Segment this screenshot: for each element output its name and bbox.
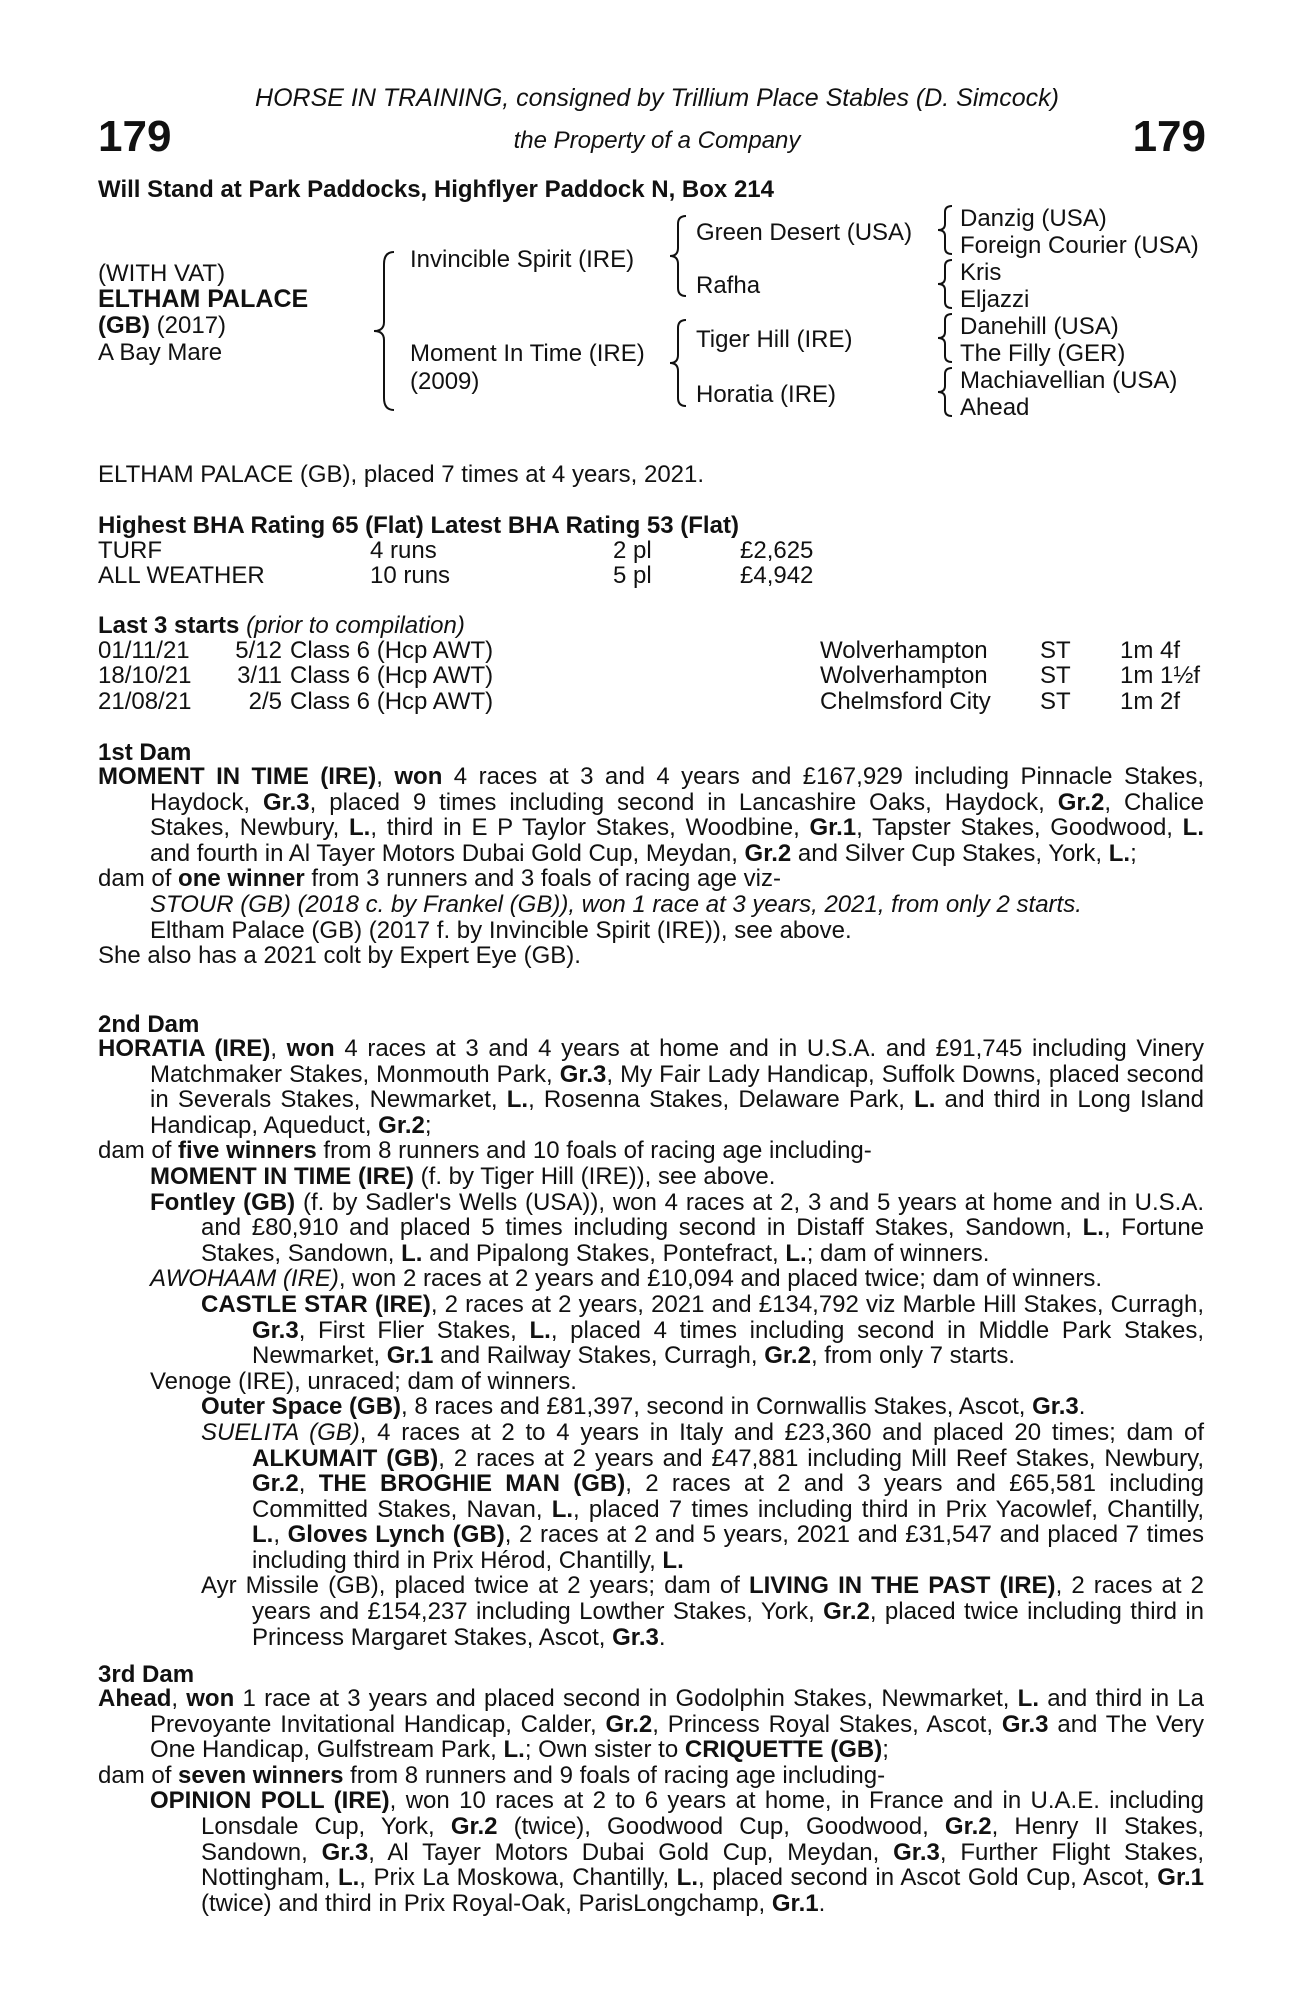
dam1-heading: 1st Dam: [98, 739, 192, 766]
text: , placed twice including third in Princess Margaret Stakes, Ascot,: [252, 1598, 1204, 1651]
ratings-heading: Highest BHA Rating 65 (Flat) Latest BHA Rating 53 (Flat): [98, 512, 739, 539]
text: , placed 7 times including third in Prix Yacowlef, Chantilly,: [573, 1495, 1204, 1523]
starts-heading: [98, 612, 465, 640]
offspring-moment-in-time: [98, 1164, 1204, 1190]
rating-surface: ALL WEATHER: [98, 562, 265, 589]
horse-name: MOMENT IN TIME (IRE): [150, 1162, 414, 1190]
start-position: 5/12: [235, 637, 282, 664]
dam1-text: , Chalice Stakes, Newbury,: [150, 788, 1204, 842]
ss-brace: [934, 204, 956, 256]
grade: Gr.2: [823, 1598, 870, 1626]
text: , Rosenna Stakes, Delaware Park,: [528, 1086, 915, 1114]
sire-sire: Green Desert (USA): [696, 219, 913, 246]
start-class: Class 6 (Hcp AWT): [290, 688, 494, 715]
dam1-block: [98, 764, 1204, 969]
listed: L.: [401, 1239, 423, 1267]
winners-count: seven winners: [178, 1761, 344, 1789]
grade: Gr.1: [809, 814, 857, 842]
offspring-opinion-poll: [98, 1788, 1204, 1916]
text: and The Very One Handicap, Gulfstream Park,: [150, 1710, 1204, 1764]
rating-prize: £2,625: [740, 537, 814, 564]
start-distance: 1m 4f: [1120, 637, 1181, 664]
dam3-name: Ahead: [98, 1685, 172, 1712]
horse-description: A Bay Mare: [98, 339, 223, 366]
listed: L.: [662, 1546, 684, 1574]
start-going: ST: [1040, 637, 1071, 664]
horse-origin: (GB): [98, 312, 150, 339]
start-going: ST: [1040, 688, 1071, 715]
text: , 2 races at 2 years and £154,237 including Lowther Stakes, York,: [252, 1572, 1204, 1626]
stand-location: Will Stand at Park Paddocks, Highflyer Paddock N, Box 214: [98, 176, 774, 203]
dd-brace: [934, 366, 956, 418]
dam2-won: won: [286, 1035, 335, 1062]
grade: Gr.2: [1057, 788, 1105, 816]
horse-name: ELTHAM PALACE: [98, 285, 309, 313]
listed: L.: [676, 1864, 698, 1892]
horse-name: AWOHAAM (IRE): [150, 1265, 339, 1293]
sire-dam: Rafha: [696, 272, 761, 299]
dam-sire: Tiger Hill (IRE): [696, 326, 853, 353]
offspring-outer-space: [98, 1394, 1204, 1420]
text: , placed second in Ascot Gold Cup, Ascot,: [698, 1864, 1158, 1892]
text: , Prix La Moskowa, Chantilly,: [359, 1864, 677, 1892]
text: (twice), Goodwood Cup, Goodwood,: [497, 1812, 945, 1840]
dam1-text: , placed 9 times including second in Lancashire Oaks, Haydock,: [309, 788, 1058, 816]
grade: Gr.3: [262, 788, 310, 816]
listed: L.: [551, 1495, 574, 1523]
grade: Gr.1: [771, 1889, 819, 1917]
rating-placed: 5 pl: [613, 562, 652, 589]
sire-line-brace: [666, 214, 690, 298]
text: and Railway Stakes, Curragh,: [433, 1342, 765, 1370]
dam1-record: MOMENT IN TIME (IRE), won 4 races at 3 and 4 years and £167,929 including Pinnacle Stakes, Haydock, Gr.3, placed 9 times including second in Lancashire Oaks, Haydock, Gr.2, Chalice Stakes, Newbury, L., third in E P Taylor Stakes, Woodbine, Gr.1, Tapster Stakes, Goodwood, L. and fourth in Al Tayer Motors Dubai Gold Cup, Meydan, Gr.2 and Silver Cup Stakes, York, L.;: [98, 763, 1204, 867]
dsd-name: The Filly (GER): [960, 340, 1126, 367]
listed: L.: [337, 1864, 360, 1892]
start-position: 3/11: [237, 662, 282, 689]
starts-title: Last 3 starts: [98, 612, 240, 639]
listed: L.: [529, 1316, 551, 1344]
grade: Gr.3: [559, 1060, 607, 1088]
horse-name: OPINION POLL (IRE): [150, 1787, 390, 1815]
text: , Henry II Stakes, Sandown,: [201, 1812, 1204, 1866]
horse-name: THE BROGHIE MAN (GB): [318, 1470, 626, 1498]
text: , My Fair Lady Handicap, Suffolk Downs, placed second in Severals Stakes, Newmarket,: [150, 1060, 1205, 1114]
grade: Gr.2: [252, 1470, 299, 1498]
dam1-text: 4 races at 3 and 4 years and £167,929 including Pinnacle Stakes, Haydock,: [150, 763, 1204, 816]
text: , Al Tayer Motors Dubai Gold Cup, Meydan,: [368, 1838, 894, 1866]
text: ;: [882, 1736, 889, 1764]
dam1-won: won: [394, 763, 443, 790]
dam1-text: and fourth in Al Tayer Motors Dubai Gold Cup, Meydan,: [150, 839, 745, 867]
start-course: Chelmsford City: [820, 688, 991, 715]
text: Ayr Missile (GB), placed twice at 2 years; dam of: [201, 1572, 749, 1600]
dam1-name: MOMENT IN TIME (IRE): [98, 763, 377, 790]
offspring-fontley: [98, 1190, 1204, 1267]
grade: Gr.3: [893, 1838, 940, 1866]
dam1-produce: [98, 866, 1204, 892]
winners-count: five winners: [178, 1137, 317, 1165]
start-date: 21/08/21: [98, 688, 192, 715]
listed: L.: [1082, 1214, 1104, 1242]
dam3-produce: [98, 1763, 1204, 1789]
listed: L.: [1182, 814, 1204, 842]
dam1-text: , third in E P Taylor Stakes, Woodbine,: [370, 814, 810, 842]
sire-name: Invincible Spirit (IRE): [410, 246, 635, 273]
horse-name: ALKUMAIT (GB): [252, 1444, 439, 1472]
start-date: 18/10/21: [98, 662, 192, 689]
text: ,: [298, 1470, 319, 1498]
grade: Gr.2: [450, 1812, 498, 1840]
text: ;: [424, 1111, 432, 1139]
dam1-offspring-1: STOUR (GB) (2018 c. by Frankel (GB)), won 1 race at 3 years, 2021, from only 2 starts.: [150, 890, 1082, 918]
text: , from only 7 starts.: [810, 1342, 1015, 1370]
grade: Gr.3: [252, 1316, 299, 1344]
horse-origin-year: [98, 312, 226, 340]
dam1-note: She also has a 2021 colt by Expert Eye (GB).: [98, 942, 581, 970]
text: .: [1078, 1393, 1086, 1421]
sss-name: Danzig (USA): [960, 205, 1107, 232]
text: ; dam of winners.: [806, 1239, 990, 1267]
text: , won 2 races at 2 years and £10,094 and placed twice; dam of winners.: [338, 1265, 1103, 1293]
text: , Further Flight Stakes, Nottingham,: [201, 1838, 1205, 1892]
dds-name: Machiavellian (USA): [960, 367, 1178, 394]
text: .: [818, 1889, 826, 1917]
dam-name: Moment In Time (IRE): [410, 340, 645, 367]
sdd-name: Eljazzi: [960, 286, 1030, 313]
sire-dam-brace: [370, 250, 400, 412]
sd-brace: [934, 258, 956, 310]
grade: Gr.2: [378, 1111, 425, 1139]
consignor-line: HORSE IN TRAINING, consigned by Trillium Place Stables (D. Simcock): [255, 84, 1059, 112]
winners-count: one winner: [178, 865, 305, 893]
ssd-name: Foreign Courier (USA): [960, 232, 1199, 259]
text: and third in Long Island Handicap, Aqueduct,: [150, 1086, 1205, 1139]
rating-surface: TURF: [98, 537, 162, 564]
grade: Gr.3: [1001, 1710, 1049, 1738]
dss-name: Danehill (USA): [960, 313, 1119, 340]
dam2-heading: 2nd Dam: [98, 1011, 200, 1038]
grade: Gr.2: [944, 1812, 992, 1840]
text: , First Flier Stakes,: [298, 1316, 530, 1344]
dam1-text: , Tapster Stakes, Goodwood,: [856, 814, 1183, 842]
lot-number-left: 179: [98, 112, 172, 161]
text: 4 races at 3 and 4 years at home and in U.S.A. and £91,745 including Vinery Matchmaker Stakes, Monmouth Park,: [150, 1035, 1205, 1088]
horse-name: Gloves Lynch (GB): [287, 1521, 505, 1549]
text: ,: [273, 1521, 288, 1549]
text: , placed 4 times including second in Middle Park Stakes, Newmarket,: [252, 1316, 1205, 1370]
start-class: Class 6 (Hcp AWT): [290, 637, 494, 664]
listed: L.: [252, 1521, 274, 1549]
rating-runs: 10 runs: [370, 562, 451, 589]
vat-note: (WITH VAT): [98, 260, 226, 287]
dam3-won: won: [186, 1685, 235, 1712]
text: , 8 races and £81,397, second in Cornwallis Stakes, Ascot,: [401, 1393, 1033, 1421]
grade: Gr.2: [744, 839, 792, 867]
horse-name: LIVING IN THE PAST (IRE): [748, 1572, 1056, 1600]
dam2-name: HORATIA (IRE): [98, 1035, 271, 1062]
text: , Fortune Stakes, Sandown,: [201, 1214, 1205, 1267]
rating-runs: 4 runs: [370, 537, 437, 564]
horse-name: CASTLE STAR (IRE): [201, 1290, 431, 1318]
text: and third in La Prevoyante Invitational Handicap, Calder,: [150, 1685, 1205, 1738]
text: dam of: [98, 865, 179, 893]
start-date: 01/11/21: [98, 637, 190, 664]
listed: L.: [506, 1086, 529, 1114]
offspring-venoge: Venoge (IRE), unraced; dam of winners.: [150, 1367, 577, 1395]
dam1-offspring-2: Eltham Palace (GB) (2017 f. by Invincible Spirit (IRE)), see above.: [150, 916, 852, 944]
text: dam of: [98, 1761, 179, 1789]
start-position: 2/5: [248, 688, 282, 715]
start-going: ST: [1040, 662, 1071, 689]
property-line: the Property of a Company: [513, 127, 801, 154]
listed: L.: [503, 1736, 525, 1764]
horse-name: SUELITA (GB): [201, 1418, 360, 1446]
dam-line-brace: [666, 318, 690, 408]
text: ; Own sister to: [524, 1736, 685, 1764]
dam1-text: and Silver Cup Stakes, York,: [791, 839, 1109, 867]
listed: L.: [785, 1239, 807, 1267]
listed: L.: [1108, 839, 1131, 867]
listed: L.: [349, 814, 371, 842]
sds-name: Kris: [960, 259, 1002, 286]
grade: Gr.2: [605, 1710, 653, 1738]
text: , 2 races at 2 years, 2021 and £134,792 viz Marble Hill Stakes, Curragh,: [430, 1290, 1204, 1318]
text: dam of: [98, 1137, 179, 1165]
text: .: [658, 1623, 666, 1651]
text: , Princess Royal Stakes, Ascot,: [652, 1710, 1002, 1738]
horse-year: (2017): [156, 312, 227, 339]
grade: Gr.1: [1157, 1864, 1204, 1892]
text: (twice) and third in Prix Royal-Oak, ParisLongchamp,: [201, 1889, 772, 1917]
dam2-block: [98, 1036, 1204, 1650]
dam3-block: [98, 1686, 1204, 1916]
start-distance: 1m 1½f: [1120, 662, 1201, 689]
rating-placed: 2 pl: [613, 537, 652, 564]
dam3-heading: 3rd Dam: [98, 1661, 195, 1688]
text: (f. by Sadler's Wells (USA)), won 4 races at 2, 3 and 5 years at home and in U.S.A. and £80,910 and placed 5 times including second in Distaff Stakes, Sandown,: [201, 1188, 1204, 1242]
dam3-record: Ahead, won 1 race at 3 years and placed second in Godolphin Stakes, Newmarket, L. and third in La Prevoyante Invitational Handicap, Calder, Gr.2, Princess Royal Stakes, Ascot, Gr.3 and The Very One Handicap, Gulfstream Park, L.; Own sister to CRIQUETTE (GB);: [98, 1685, 1205, 1764]
start-course: Wolverhampton: [820, 637, 988, 664]
listed: L.: [914, 1086, 936, 1114]
offspring-suelita: [98, 1420, 1204, 1574]
dam2-produce: [98, 1138, 1204, 1164]
text: from 8 runners and 9 foals of racing age including-: [343, 1761, 886, 1789]
race-summary: ELTHAM PALACE (GB), placed 7 times at 4 years, 2021.: [98, 461, 705, 488]
start-course: Wolverhampton: [820, 662, 988, 689]
horse-name: Outer Space (GB): [201, 1393, 402, 1421]
horse-name: Fontley (GB): [150, 1188, 296, 1216]
text: , 2 races at 2 years and £47,881 including Mill Reef Stakes, Newbury,: [438, 1444, 1205, 1472]
text: from 8 runners and 10 foals of racing age including-: [316, 1137, 872, 1165]
horse-name: CRIQUETTE (GB): [684, 1736, 883, 1764]
grade: Gr.3: [612, 1623, 659, 1651]
start-class: Class 6 (Hcp AWT): [290, 662, 494, 689]
dam-dam: Horatia (IRE): [696, 381, 837, 408]
grade: Gr.2: [764, 1342, 811, 1370]
text: from 3 runners and 3 foals of racing age viz-: [304, 865, 781, 893]
dam2-record: HORATIA (IRE), won 4 races at 3 and 4 years at home and in U.S.A. and £91,745 including Vinery Matchmaker Stakes, Monmouth Park, Gr.3, My Fair Lady Handicap, Suffolk Downs, placed second in Severals Stakes, Newmarket, L., Rosenna Stakes, Delaware Park, L. and third in Long Island Handicap, Aqueduct, Gr.2;: [98, 1035, 1205, 1139]
text: , 4 races at 2 to 4 years in Italy and £23,360 and placed 20 times; dam of: [359, 1418, 1205, 1446]
text: , 2 races at 2 and 5 years, 2021 and £31,547 and placed 7 times including third in Prix Hérod, Chantilly,: [252, 1521, 1204, 1574]
dam-year: (2009): [410, 368, 480, 395]
starts-note: (prior to compilation): [246, 612, 465, 639]
text: , won 10 races at 2 to 6 years at home, in France and in U.A.E. including Lonsdale Cup, York,: [201, 1787, 1205, 1840]
offspring-awohaam: [98, 1266, 1204, 1292]
ddd-name: Ahead: [960, 394, 1030, 421]
ds-brace: [934, 312, 956, 364]
dam1-text: ;: [1130, 839, 1137, 867]
offspring-ayr-missile: [98, 1573, 1204, 1650]
grade: Gr.3: [1032, 1393, 1079, 1421]
text: and Pipalong Stakes, Pontefract,: [422, 1239, 786, 1267]
lot-number-right: 179: [1132, 112, 1206, 161]
text: (f. by Tiger Hill (IRE)), see above.: [413, 1162, 776, 1190]
start-distance: 1m 2f: [1120, 688, 1181, 715]
rating-prize: £4,942: [740, 562, 814, 589]
offspring-castle-star: [98, 1292, 1204, 1369]
text: , 2 races at 2 and 3 years and £65,581 including Committed Stakes, Navan,: [252, 1470, 1205, 1523]
grade: Gr.1: [386, 1342, 434, 1370]
grade: Gr.3: [321, 1838, 369, 1866]
listed: L.: [1017, 1685, 1039, 1712]
text: 1 race at 3 years and placed second in Godolphin Stakes, Newmarket,: [234, 1685, 1018, 1712]
